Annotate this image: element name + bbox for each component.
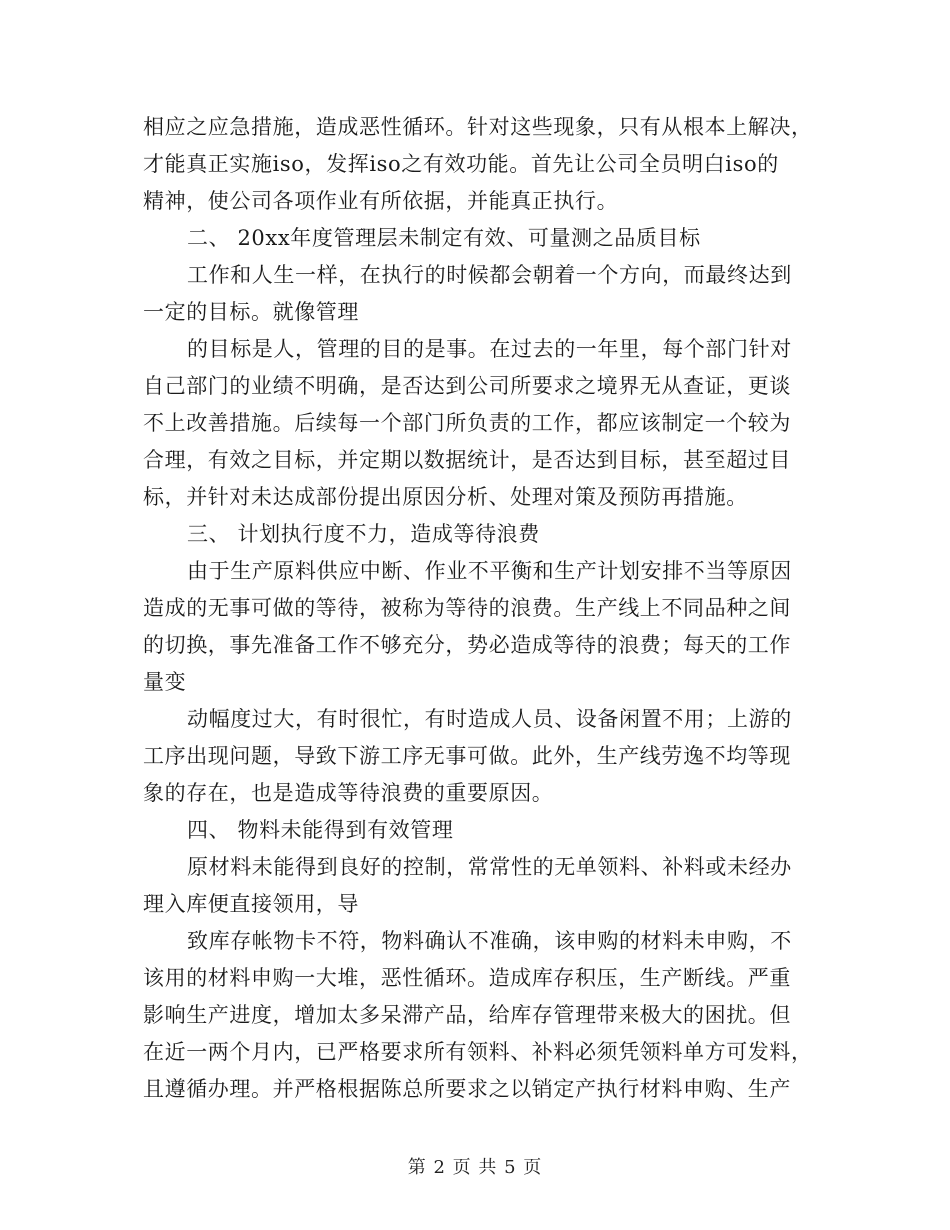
body-line: 精神，使公司各项作业有所依据，并能真正执行。 [143, 189, 619, 213]
body-line: 由于生产原料供应中断、作业不平衡和生产计划安排不当等原因 [187, 559, 792, 583]
body-line: 不上改善措施。后续每一个部门所负责的工作，都应该制定一个较为 [143, 411, 791, 435]
body-line: 原材料未能得到良好的控制，常常性的无单领料、补料或未经办 [187, 855, 792, 879]
body-line: 自己部门的业绩不明确，是否达到公司所要求之境界无从查证，更谈 [143, 374, 791, 398]
body-line: 该用的材料申购一大堆，恶性循环。造成库存积压，生产断线。严重 [143, 966, 791, 990]
body-line: 影响生产进度，增加太多呆滞产品，给库存管理带来极大的困扰。但 [143, 1003, 791, 1027]
body-line: 理入库便直接领用，导 [143, 892, 359, 916]
body-line: 相应之应急措施，造成恶性循环。针对这些现象，只有从根本上解决， [143, 115, 813, 139]
body-line: 一定的目标。就像管理 [143, 300, 359, 324]
body-line: 的切换，事先准备工作不够充分，势必造成等待的浪费；每天的工作 [143, 633, 791, 657]
body-line: 工序出现问题，导致下游工序无事可做。此外，生产线劳逸不均等现 [143, 744, 791, 768]
section-heading: 四、 物料未能得到有效管理 [187, 818, 454, 842]
body-line: 标，并针对未达成部份提出原因分析、处理对策及预防再措施。 [143, 485, 748, 509]
body-line: 工作和人生一样，在执行的时候都会朝着一个方向，而最终达到 [187, 263, 792, 287]
body-line: 才能真正实施iso，发挥iso之有效功能。首先让公司全员明白iso的 [143, 152, 779, 176]
body-line: 合理，有效之目标，并定期以数据统计，是否达到目标，甚至超过目 [143, 448, 791, 472]
body-line: 在近一两个月内，已严格要求所有领料、补料必须凭领料单方可发料， [143, 1040, 813, 1064]
body-line: 且遵循办理。并严格根据陈总所要求之以销定产执行材料申购、生产 [143, 1077, 791, 1101]
page-footer: 第 2 页 共 5 页 [407, 1157, 543, 1178]
body-line: 致库存帐物卡不符，物料确认不准确，该申购的材料未申购，不 [187, 929, 792, 953]
section-heading: 二、 20xx年度管理层未制定有效、可量测之品质目标 [187, 226, 701, 250]
body-line: 动幅度过大，有时很忙，有时造成人员、设备闲置不用；上游的 [187, 707, 792, 731]
body-line: 量变 [143, 670, 187, 694]
body-line: 象的存在，也是造成等待浪费的重要原因。 [143, 781, 554, 805]
section-heading: 三、 计划执行度不力，造成等待浪费 [187, 522, 540, 546]
body-line: 造成的无事可做的等待，被称为等待的浪费。生产线上不同品种之间 [143, 596, 791, 620]
body-line: 的目标是人，管理的目的是事。在过去的一年里，每个部门针对 [187, 337, 792, 361]
